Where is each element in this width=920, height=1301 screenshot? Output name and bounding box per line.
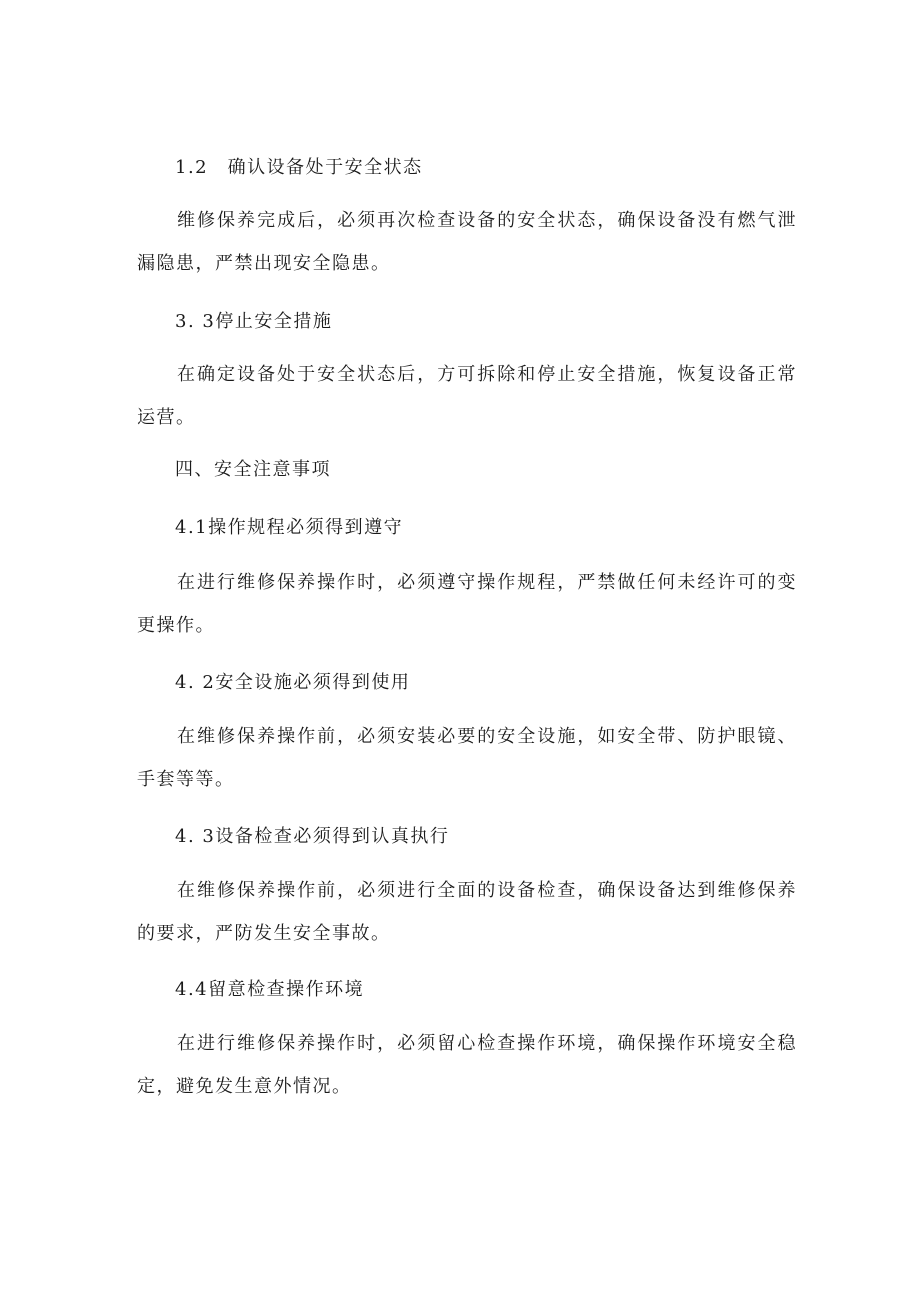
paragraph-3-3: 在确定设备处于安全状态后，方可拆除和停止安全措施，恢复设备正常运营。: [137, 364, 797, 428]
section-heading-1-2: 1.2 确认设备处于安全状态: [175, 157, 423, 178]
chapter-heading-4: 四、安全注意事项: [175, 459, 331, 480]
section-heading-4-2: 4. 2安全设施必须得到使用: [175, 672, 411, 693]
paragraph-1-2: 维修保养完成后，必须再次检查设备的安全状态，确保设备没有燃气泄漏隐患，严禁出现安全隐患。: [137, 210, 797, 274]
section-heading-4-1: 4.1操作规程必须得到遵守: [175, 517, 404, 538]
section-heading-4-3: 4. 3设备检查必须得到认真执行: [175, 826, 450, 847]
paragraph-4-3: 在维修保养操作前，必须进行全面的设备检查，确保设备达到维修保养的要求，严防发生安全事故。: [137, 880, 797, 944]
paragraph-4-2: 在维修保养操作前，必须安装必要的安全设施，如安全带、防护眼镜、手套等等。: [137, 726, 797, 790]
section-heading-4-4: 4.4留意检查操作环境: [175, 979, 365, 1000]
paragraph-4-4: 在进行维修保养操作时，必须留心检查操作环境，确保操作环境安全稳定，避免发生意外情况。: [137, 1033, 797, 1097]
section-heading-3-3: 3. 3停止安全措施: [175, 311, 333, 332]
paragraph-4-1: 在进行维修保养操作时，必须遵守操作规程，严禁做任何未经许可的变更操作。: [137, 572, 797, 636]
